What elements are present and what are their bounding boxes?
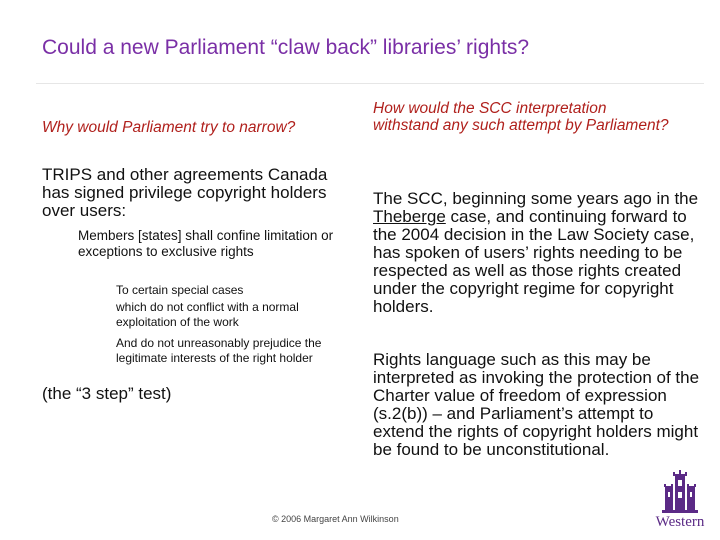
case-name: Theberge (373, 207, 446, 226)
logo-text: Western (655, 514, 705, 530)
footer-copyright: © 2006 Margaret Ann Wilkinson (272, 514, 399, 524)
right-paragraph-1-start: The SCC, beginning some years ago in the (373, 189, 699, 208)
right-paragraph-1 (373, 190, 703, 316)
right-paragraph-2: Rights language such as this may be interpreted as invoking the protection of the Charter value of freedom of expression (s.2(b)) – and Parliament’s attempt to extend the rights of copyright holders might be found to be unconstitutional. (373, 350, 700, 459)
university-logo (650, 470, 710, 532)
left-main-text: TRIPS and other agreements Canada has signed privilege copyright holders over users: (42, 165, 328, 220)
university-tower-icon (662, 470, 698, 514)
right-question: How would the SCC interpretation withstand any such attempt by Parliament? (373, 100, 669, 134)
left-question: Why would Parliament try to narrow? (42, 119, 296, 136)
left-sub-bullet: Members [states] shall confine limitation or exceptions to exclusive rights (78, 228, 334, 259)
right-paragraph-1-end: case, and continuing forward to the 2004 decision in the Law Society case, has spoken of users’ rights needing to be respected as well as those rights created under the copyright regime for copyright holders. (373, 207, 695, 316)
left-subsub-bullet-3: And do not unreasonably prejudice the legitimate interests of the right holder (116, 336, 322, 365)
title-divider (36, 83, 704, 84)
left-subsub-bullet-2: which do not conflict with a normal exploitation of the work (116, 300, 299, 329)
slide-title: Could a new Parliament “claw back” libraries’ rights? (42, 36, 530, 59)
left-note: (the “3 step” test) (42, 384, 172, 403)
left-subsub-bullet-1: To certain special cases (116, 283, 244, 297)
